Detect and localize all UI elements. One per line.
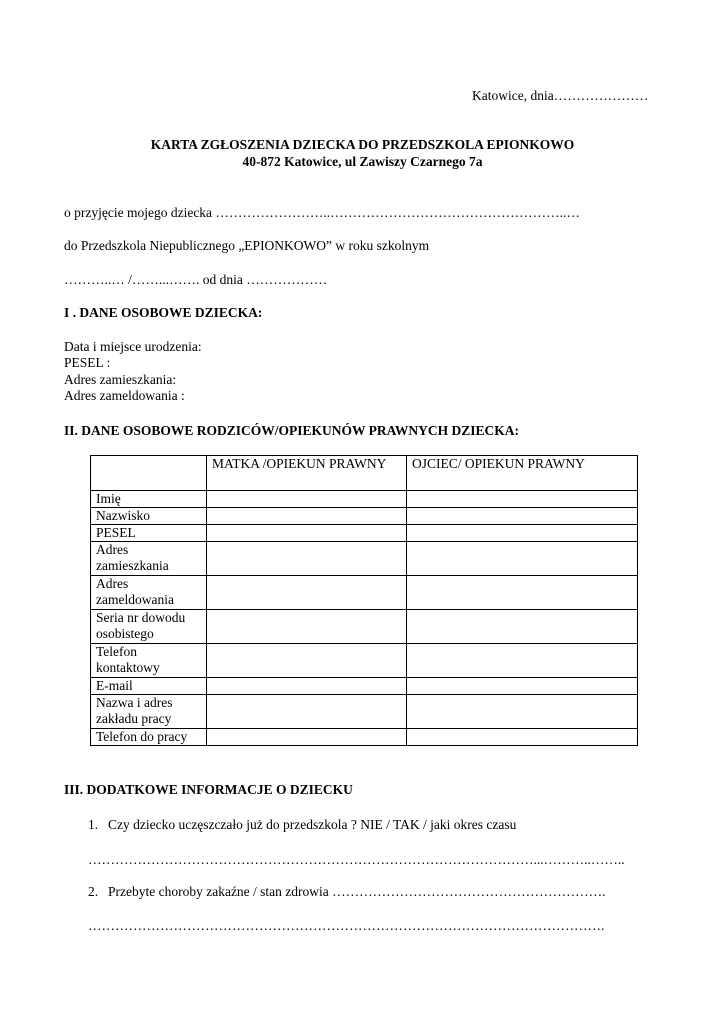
father-cell[interactable] [407,610,638,644]
father-cell[interactable] [407,576,638,610]
intro-line-2: do Przedszkola Niepublicznego „EPIONKOWO” w roku szkolnym [64,238,430,253]
question-2-answer-line[interactable]: ……………………………………………………………………………………………………. [88,918,605,933]
header-father: OJCIEC/ OPIEKUN PRAWNY [407,456,638,491]
place-date: Katowice, dnia………………… [472,88,649,103]
field-birth-date-place: Data i miejsce urodzenia: [64,339,202,354]
parents-table [90,455,638,746]
table-row [91,610,638,644]
father-cell[interactable] [407,491,638,508]
mother-cell[interactable] [207,695,407,729]
row-label: Telefon kontaktowy [91,644,207,678]
mother-cell[interactable] [207,644,407,678]
row-label: Nazwisko [91,508,207,525]
mother-cell[interactable] [207,678,407,695]
section-3-heading: III. DODATKOWE INFORMACJE O DZIECKU [64,782,353,797]
mother-cell[interactable] [207,576,407,610]
question-2-number: 2. [88,884,99,899]
question-1-number: 1. [88,817,99,832]
table-row [91,491,638,508]
mother-cell[interactable] [207,610,407,644]
father-cell[interactable] [407,695,638,729]
field-pesel: PESEL : [64,355,111,370]
row-label: E-mail [91,678,207,695]
father-cell[interactable] [407,542,638,576]
father-cell[interactable] [407,678,638,695]
table-row [91,644,638,678]
table-row [91,729,638,746]
table-row [91,576,638,610]
mother-cell[interactable] [207,525,407,542]
table-row [91,508,638,525]
row-label: PESEL [91,525,207,542]
row-label: Imię [91,491,207,508]
table-header-row [91,456,638,491]
preschool-address: 40-872 Katowice, ul Zawiszy Czarnego 7a [242,154,483,169]
row-label: Nazwa i adres zakładu pracy [91,695,207,729]
table-row [91,695,638,729]
header-mother: MATKA /OPIEKUN PRAWNY [207,456,407,491]
father-cell[interactable] [407,644,638,678]
father-cell[interactable] [407,729,638,746]
father-cell[interactable] [407,508,638,525]
mother-cell[interactable] [207,491,407,508]
header-label-cell [91,456,207,491]
row-label: Telefon do pracy [91,729,207,746]
mother-cell[interactable] [207,542,407,576]
mother-cell[interactable] [207,508,407,525]
row-label: Adres zamieszkania [91,542,207,576]
table-row [91,542,638,576]
table-row [91,525,638,542]
mother-cell[interactable] [207,729,407,746]
section-2-heading: II. DANE OSOBOWE RODZICÓW/OPIEKUNÓW PRAWNYCH DZIECKA: [64,423,520,438]
form-title: KARTA ZGŁOSZENIA DZIECKA DO PRZEDSZKOLA EPIONKOWO [150,137,575,152]
section-1-heading: I . DANE OSOBOWE DZIECKA: [64,305,263,320]
table-row [91,678,638,695]
intro-line-1: o przyjęcie mojego dziecka ……………………..……………………………………………..… [64,205,580,220]
field-registered-address: Adres zameldowania : [64,388,185,403]
row-label: Adres zameldowania [91,576,207,610]
question-1-answer-line[interactable]: ………………………………………………………………………………………...………..…….. [88,852,625,867]
intro-line-3: ………..… /……...……. od dnia ……………… [64,272,328,287]
question-2-text: Przebyte choroby zakaźne / stan zdrowia ……………………………………………………. [108,884,606,899]
field-residence-address: Adres zamieszkania: [64,372,177,387]
father-cell[interactable] [407,525,638,542]
row-label: Seria nr dowodu osobistego [91,610,207,644]
question-1-text: Czy dziecko uczęszczało już do przedszkola ? NIE / TAK / jaki okres czasu [108,817,517,832]
